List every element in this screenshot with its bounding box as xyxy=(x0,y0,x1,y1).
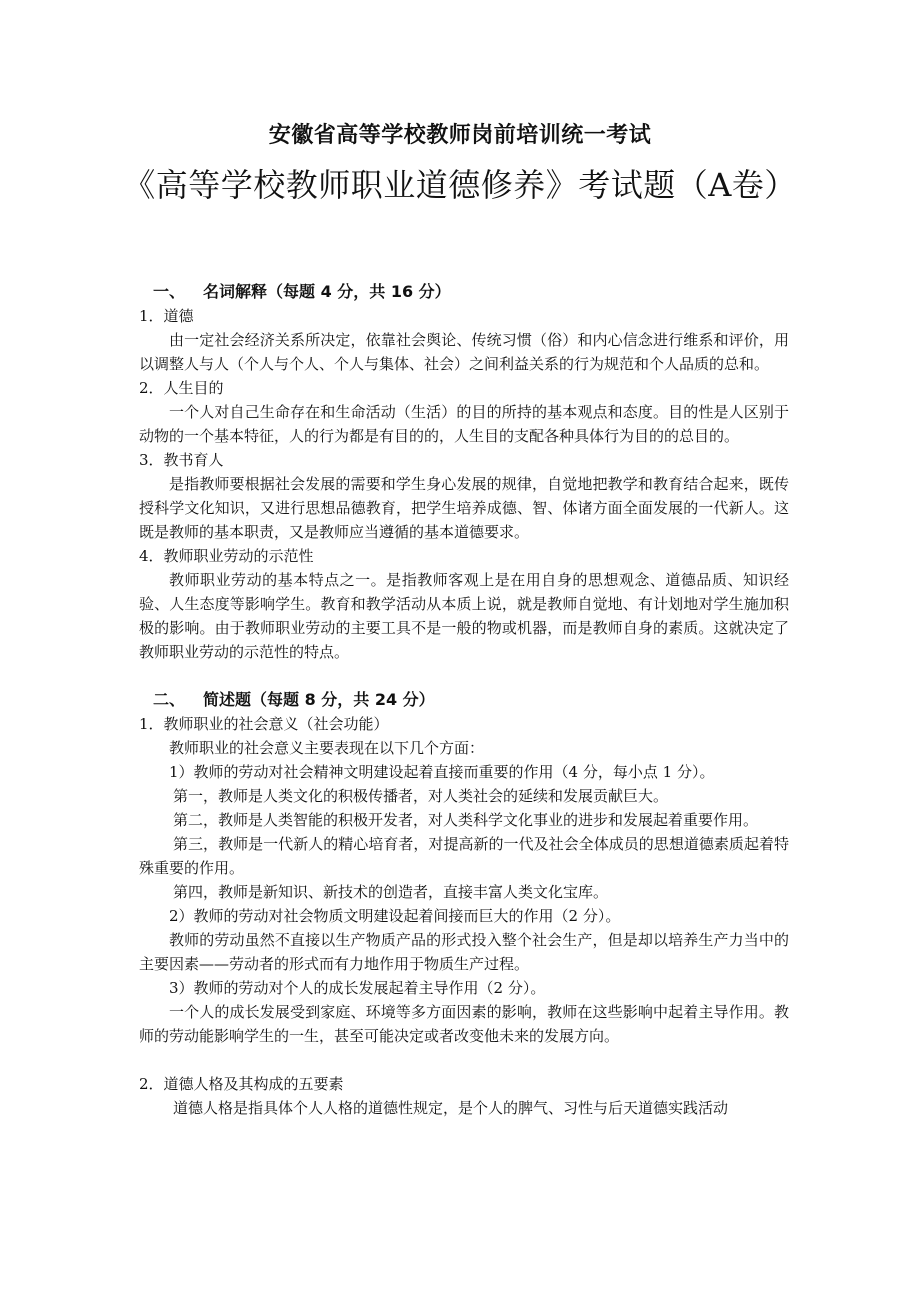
answer-line: 道德人格是指具体个人人格的道德性规定，是个人的脾气、习性与后天道德实践活动 xyxy=(173,1099,729,1117)
section-1-number: 一、 xyxy=(153,282,186,301)
answer-line: 一个人的成长发展受到家庭、环境等多方面因素的影响，教师在这些影响中起着主导作用。教师的劳动能影响学生的一生，甚至可能决定或者改变他未来的发展方向。 xyxy=(139,1003,789,1045)
answer-line: 1）教师的劳动对社会精神文明建设起着直接而重要的作用（4 分，每小点 1 分）。 xyxy=(169,763,715,781)
answer-line: 第二，教师是人类智能的积极开发者，对人类科学文化事业的进步和发展起着重要作用。 xyxy=(173,811,759,829)
term-label: 1．道德 xyxy=(139,307,194,325)
term-definition: 教师职业劳动的基本特点之一。是指教师客观上是在用自身的思想观念、道德品质、知识经验、人生态度等影响学生。教育和教学活动从本质上说，就是教师自觉地、有计划地对学生施加积极的影响。由于教师职业劳动的主要工具不是一般的物或机器，而是教师自身的素质。这就决定了教师职业劳动的示范性的特点。 xyxy=(139,571,789,661)
question-label: 1．教师职业的社会意义（社会功能） xyxy=(139,715,389,733)
answer-line: 第一，教师是人类文化的积极传播者，对人类社会的延续和发展贡献巨大。 xyxy=(173,787,669,805)
exam-subtitle: 《高等学校教师职业道德修养》考试题（A卷） xyxy=(123,166,797,204)
term-definition: 一个人对自己生命存在和生命活动（生活）的目的所持的基本观点和态度。目的性是人区别于动物的一个基本特征，人的行为都是有目的的，人生目的支配各种具体行为目的的总目的。 xyxy=(139,403,789,445)
term-label: 4．教师职业劳动的示范性 xyxy=(139,547,314,565)
section-2-number: 二、 xyxy=(153,690,186,709)
term-label: 2．人生目的 xyxy=(139,379,224,397)
term-definition: 是指教师要根据社会发展的需要和学生身心发展的规律，自觉地把教学和教育结合起来，既传授科学文化知识，又进行思想品德教育，把学生培养成德、智、体诸方面全面发展的一代新人。这既是教师的基本职责，又是教师应当遵循的基本道德要求。 xyxy=(139,475,789,541)
question-spacer xyxy=(139,1048,789,1072)
term-label: 3．教书育人 xyxy=(139,451,224,469)
answer-line: 教师的劳动虽然不直接以生产物质产品的形式投入整个社会生产，但是却以培养生产力当中的主要因素——劳动者的形式而有力地作用于物质生产过程。 xyxy=(139,931,789,973)
section-2-heading xyxy=(139,688,789,712)
section-1-heading xyxy=(139,280,789,304)
answer-line: 第四，教师是新知识、新技术的创造者，直接丰富人类文化宝库。 xyxy=(173,883,609,901)
exam-content xyxy=(139,280,789,1120)
answer-line: 第三，教师是一代新人的精心培育者，对提高新的一代及社会全体成员的思想道德素质起着特殊重要的作用。 xyxy=(139,835,789,877)
section-2-title: 简述题（每题 8 分，共 24 分） xyxy=(203,690,435,709)
section-spacer xyxy=(139,664,789,688)
question-label: 2．道德人格及其构成的五要素 xyxy=(139,1075,344,1093)
answer-line: 教师职业的社会意义主要表现在以下几个方面： xyxy=(169,739,485,757)
answer-line: 3）教师的劳动对个人的成长发展起着主导作用（2 分）。 xyxy=(169,979,546,997)
answer-line: 2）教师的劳动对社会物质文明建设起着间接而巨大的作用（2 分）。 xyxy=(169,907,621,925)
term-definition: 由一定社会经济关系所决定，依靠社会舆论、传统习惯（俗）和内心信念进行维系和评价，用以调整人与人（个人与个人、个人与集体、社会）之间利益关系的行为规范和个人品质的总和。 xyxy=(139,331,789,373)
section-1-title: 名词解释（每题 4 分，共 16 分） xyxy=(203,282,451,301)
exam-title: 安徽省高等学校教师岗前培训统一考试 xyxy=(268,123,652,148)
